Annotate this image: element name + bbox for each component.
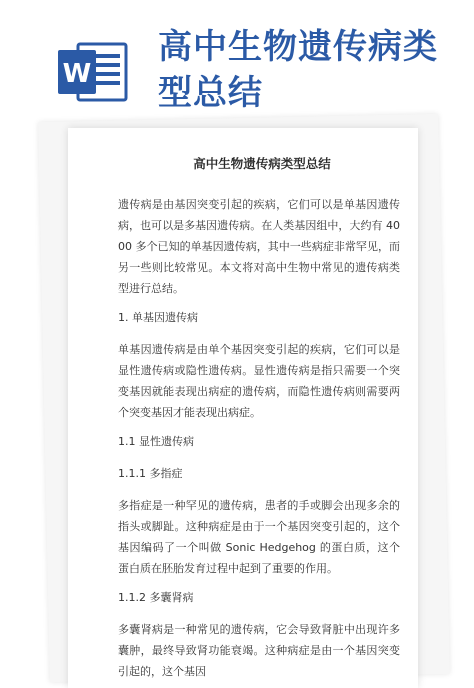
section-heading: 1.1.1 多指症 [118,467,183,480]
document-body [118,194,400,682]
paragraph: 多指症是一种罕见的遗传病，患者的手或脚会出现多余的指头或脚趾。这种病症是由于一个基因突变引起的，这个基因编码了一个叫做 Sonic Hedgehog 的蛋白质，这个蛋白质在胚胎发育过程中起到了重要的作用。 [118,499,400,575]
section-heading: 1.1.2 多囊肾病 [118,591,194,604]
word-document-icon [56,40,130,104]
section-heading: 1. 单基因遗传病 [118,311,198,324]
svg-text:W: W [62,59,92,89]
document-page [68,128,418,688]
section-heading: 1.1 显性遗传病 [118,435,194,448]
paragraph: 多囊肾病是一种常见的遗传病，它会导致肾脏中出现许多囊肿，最终导致肾功能衰竭。这种病症是由一个基因突变引起的，这个基因 [118,623,400,678]
page-title: 高中生物遗传病类型总结 [158,27,438,113]
document-title: 高中生物遗传病类型总结 [193,156,331,171]
paragraph: 单基因遗传病是由单个基因突变引起的疾病，它们可以是显性遗传病或隐性遗传病。显性遗传病是指只需要一个突变基因就能表现出病症的遗传病，而隐性遗传病则需要两个突变基因才能表现出病症。 [118,343,400,419]
header [0,0,474,125]
paragraph: 遗传病是由基因突变引起的疾病，它们可以是单基因遗传病，也可以是多基因遗传病。在人类基因组中，大约有 4000 多个已知的单基因遗传病，其中一些病症非常罕见，而另一些则比较常见。本文将对高中生物中常见的遗传病类型进行总结。 [118,198,400,295]
